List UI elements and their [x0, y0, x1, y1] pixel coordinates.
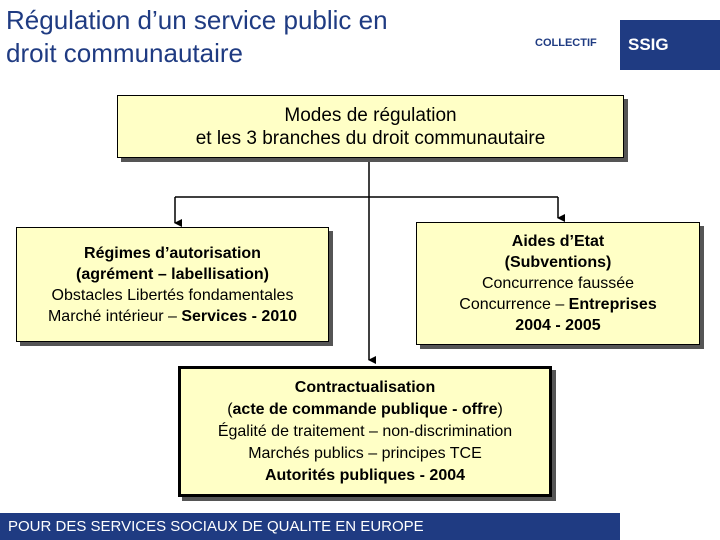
contractualisation-box [178, 366, 552, 497]
left-box-line-4-bold: Services - 2010 [181, 307, 298, 325]
footer-text: POUR DES SERVICES SOCIAUX DE QUALITE EN EUROPE [8, 518, 424, 535]
title-line-2: droit communautaire [6, 38, 243, 68]
left-box-line-1: Régimes d’autorisation [84, 244, 261, 262]
bottom-box-line-4: Marchés publics – principes TCE [248, 444, 482, 462]
title-line-1: Régulation d’un service public en [6, 5, 388, 35]
left-box-line-4 [48, 306, 297, 327]
right-box-line-5: 2004 - 2005 [515, 317, 601, 334]
ssig-label: SSIG [628, 35, 669, 54]
top-box-line-2: et les 3 branches du droit communautaire [195, 127, 546, 149]
bottom-box-line-1: Contractualisation [294, 378, 436, 396]
right-box-line-4-bold: Entreprises [568, 296, 657, 313]
bottom-box-line-3: Égalité de traitement – non-discrimination [217, 422, 513, 440]
bottom-box-line-2 [227, 399, 503, 421]
right-box-line-3: Concurrence faussée [481, 275, 635, 292]
bottom-box-line-2-bold: acte de commande publique - offre [232, 400, 498, 418]
left-box-line-4-plain: Marché intérieur – [47, 307, 182, 325]
footer-banner [0, 513, 620, 540]
right-box-line-4 [459, 294, 656, 315]
collectif-label: COLLECTIF [535, 37, 597, 49]
state-aid-box [416, 222, 700, 345]
regulation-modes-box [117, 95, 624, 158]
left-box-line-3: Obstacles Libertés fondamentales [51, 286, 294, 304]
authorisation-regimes-box [16, 227, 329, 342]
right-box-line-2: (Subventions) [504, 254, 612, 271]
bottom-box-line-2-open: ( [227, 400, 233, 418]
left-box-line-2: (agrément – labellisation) [76, 265, 269, 283]
top-box-line-1: Modes de régulation [284, 104, 457, 126]
right-box-line-1: Aides d’Etat [511, 233, 605, 250]
bottom-box-line-2-close: ) [497, 400, 503, 418]
bottom-box-line-5: Autorités publiques - 2004 [264, 466, 466, 484]
right-box-line-4-plain: Concurrence – [459, 296, 569, 313]
